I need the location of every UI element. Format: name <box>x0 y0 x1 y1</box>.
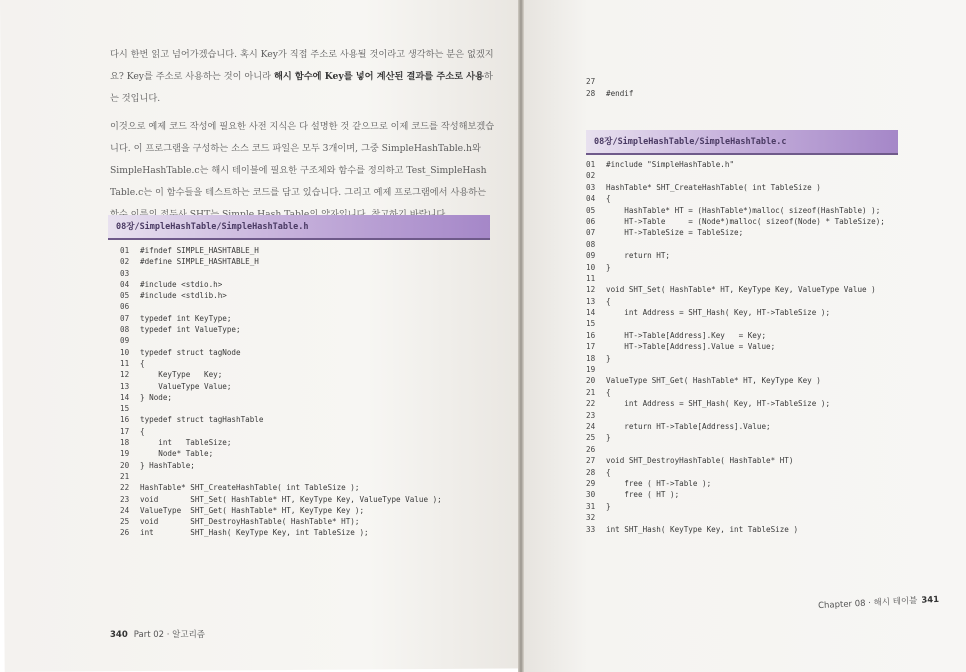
code-text: int TableSize; <box>140 438 232 448</box>
line-number: 27 <box>586 456 596 466</box>
line-number: 01 <box>586 160 596 169</box>
paragraph-2: 이것으로 예제 코드 작성에 필요한 사전 지식은 다 설명한 것 같으므로 이제 코드를 작성해보겠습니다. 이 프로그램을 구성하는 소스 코드 파일은 모두 3개이며, 그중 SimpleHashTable.h와 SimpleHashTable.c는 해시 테이블에 필요한 구조체와 함수를 정의하고 Test_SimpleHash Table.c는 이 함수들을 테스트하는 코드를 담고 있습니다. 그리고 예제 프로그램에서 사용하는 <box>110 121 495 198</box>
code-text: free ( HT->Table ); <box>606 478 712 488</box>
code-line <box>586 76 633 88</box>
line-number: 03 <box>586 182 596 192</box>
code-line <box>586 512 885 523</box>
line-number: 01 <box>120 246 130 255</box>
code-line <box>586 193 885 204</box>
code-text: { <box>606 296 611 306</box>
code-text: typedef struct tagNode <box>140 347 241 357</box>
code-text: #endif <box>606 89 634 98</box>
code-text: } <box>606 501 611 511</box>
line-number: 08 <box>120 325 130 335</box>
code-line <box>586 296 885 307</box>
line-number: 25 <box>586 433 596 443</box>
line-number: 26 <box>586 444 596 454</box>
code-line <box>586 489 885 500</box>
line-number: 11 <box>120 358 130 368</box>
code-text: ValueType SHT_Get( HashTable* HT, KeyType Key ) <box>606 376 821 386</box>
code-line <box>586 182 885 193</box>
line-number: 31 <box>586 501 596 511</box>
line-number: 03 <box>120 268 130 278</box>
code-line <box>586 478 885 489</box>
line-number: 10 <box>120 347 130 357</box>
code-text: int Address = SHT_Hash( Key, HT->TableSize ); <box>606 308 831 318</box>
paragraph-1-text-b: 하는 것입니다. <box>110 71 493 104</box>
code-text: void SHT_Set( HashTable* HT, KeyType Key, ValueType Value ); <box>140 494 442 504</box>
code-text: #include <stdlib.h> <box>140 291 227 301</box>
line-number: 22 <box>586 399 596 409</box>
code-line <box>586 216 885 227</box>
line-number: 27 <box>586 77 596 86</box>
code-line <box>120 426 442 437</box>
code-line <box>120 324 442 335</box>
code-line <box>586 353 885 364</box>
line-number: 02 <box>120 257 130 267</box>
line-number: 18 <box>120 438 130 448</box>
code-text: { <box>140 358 145 368</box>
line-number: 14 <box>120 392 130 402</box>
code-line <box>586 341 885 352</box>
left-page-running-title: Part 02 · 알고리즘 <box>133 630 205 640</box>
code-text: int SHT_Hash( KeyType Key, int TableSize ); <box>140 528 369 538</box>
code-line <box>120 381 442 392</box>
code-text: ValueType Value; <box>140 381 232 391</box>
line-number: 05 <box>120 291 130 301</box>
code-listing-c-file <box>586 159 885 535</box>
code-line <box>586 364 885 375</box>
line-number: 08 <box>586 239 596 249</box>
code-text: typedef int KeyType; <box>140 313 232 323</box>
code-line <box>120 437 442 448</box>
code-text: void SHT_DestroyHashTable( HashTable* HT); <box>140 517 360 527</box>
code-text: free ( HT ); <box>606 490 680 500</box>
line-number: 21 <box>120 471 130 481</box>
code-line <box>120 245 442 256</box>
code-line <box>120 256 442 267</box>
code-text: typedef struct tagHashTable <box>140 415 264 425</box>
line-number: 20 <box>120 460 130 470</box>
line-number: 22 <box>120 483 130 493</box>
line-number: 06 <box>120 302 130 312</box>
code-text: Node* Table; <box>140 449 214 459</box>
code-text: typedef int ValueType; <box>140 325 241 335</box>
code-line <box>120 516 442 527</box>
line-number: 16 <box>120 415 130 425</box>
code-line <box>586 432 885 443</box>
line-number: 33 <box>586 524 596 534</box>
code-text: HT->Table[Address].Value = Value; <box>606 342 776 352</box>
code-line <box>586 467 885 478</box>
body-text <box>110 44 495 226</box>
code-line <box>120 268 442 279</box>
code-line <box>120 335 442 346</box>
code-line <box>120 460 442 471</box>
code-line <box>586 262 885 273</box>
code-text: int Address = SHT_Hash( Key, HT->TableSize ); <box>606 399 831 409</box>
code-line <box>586 524 885 535</box>
code-text: { <box>606 194 611 204</box>
code-text: #include "SimpleHashTable.h" <box>606 160 735 169</box>
code-text: HashTable* SHT_CreateHashTable( int TableSize ); <box>140 483 360 493</box>
code-line <box>586 307 885 318</box>
line-number: 23 <box>586 410 596 420</box>
code-text: ValueType SHT_Get( HashTable* HT, KeyType Key ); <box>140 505 365 515</box>
line-number: 15 <box>120 404 130 414</box>
code-listing-h-file <box>120 245 442 539</box>
code-text: #ifndef SIMPLE_HASHTABLE_H <box>140 246 259 255</box>
line-number: 24 <box>120 505 130 515</box>
line-number: 28 <box>586 89 596 98</box>
code-line <box>586 88 633 100</box>
line-number: 29 <box>586 478 596 488</box>
code-line <box>586 239 885 250</box>
code-line <box>120 313 442 324</box>
code-line <box>120 414 442 425</box>
code-line <box>586 387 885 398</box>
line-number: 17 <box>586 342 596 352</box>
code-header-c-file: 08장/SimpleHashTable/SimpleHashTable.c <box>586 130 898 155</box>
line-number: 19 <box>586 365 596 375</box>
code-line <box>120 494 442 505</box>
code-text: int SHT_Hash( KeyType Key, int TableSize ) <box>606 524 799 534</box>
paragraph-1-emphasis: 해시 함수에 Key를 넣어 계산된 결과를 주소로 사용 <box>273 71 484 82</box>
line-number: 13 <box>120 381 130 391</box>
code-line <box>586 410 885 421</box>
code-text: { <box>140 426 145 436</box>
line-number: 02 <box>586 171 596 181</box>
line-number: 04 <box>120 279 130 289</box>
code-text: void SHT_DestroyHashTable( HashTable* HT) <box>606 456 794 466</box>
line-number: 26 <box>120 528 130 538</box>
left-page-footer <box>110 628 205 640</box>
code-line <box>120 527 442 538</box>
code-text: void SHT_Set( HashTable* HT, KeyType Key, ValueType Value ) <box>606 285 876 295</box>
line-number: 28 <box>586 467 596 477</box>
code-text: } Node; <box>140 392 173 402</box>
line-number: 07 <box>586 228 596 238</box>
code-line <box>120 279 442 290</box>
code-line <box>586 330 885 341</box>
code-line <box>586 444 885 455</box>
code-text: } HashTable; <box>140 460 195 470</box>
line-number: 24 <box>586 421 596 431</box>
line-number: 13 <box>586 296 596 306</box>
code-line <box>120 448 442 459</box>
code-text: HT->Table[Address].Key = Key; <box>606 330 767 340</box>
code-text: } <box>606 433 611 443</box>
line-number: 15 <box>586 319 596 329</box>
line-number: 30 <box>586 490 596 500</box>
line-number: 18 <box>586 353 596 363</box>
code-text: } <box>606 262 611 272</box>
paragraph-1-text-a: 다시 한번 읽고 넘어가겠습니다. 혹시 Key가 직접 주소로 사용될 것이라고 생각하는 분은 없겠지요? Key를 주소로 사용하는 것이 아니라 <box>110 49 494 82</box>
code-line <box>120 471 442 482</box>
code-line <box>120 392 442 403</box>
code-line <box>586 398 885 409</box>
right-page-number: 341 <box>921 594 940 606</box>
code-text: HashTable* SHT_CreateHashTable( int TableSize ) <box>606 182 821 192</box>
left-page-number: 340 <box>110 630 128 640</box>
line-number: 17 <box>120 426 130 436</box>
code-header-h-file: 08장/SimpleHashTable/SimpleHashTable.h <box>108 215 490 240</box>
code-line <box>586 455 885 466</box>
book-gutter <box>518 0 524 672</box>
code-line <box>120 347 442 358</box>
line-number: 12 <box>586 285 596 295</box>
code-line <box>586 250 885 261</box>
code-listing-h-file-continued <box>586 76 633 100</box>
line-number: 11 <box>586 273 596 283</box>
line-number: 04 <box>586 194 596 204</box>
code-line <box>120 369 442 380</box>
code-text: #define SIMPLE_HASHTABLE_H <box>140 257 259 267</box>
line-number: 19 <box>120 449 130 459</box>
paragraph-1 <box>110 44 495 110</box>
line-number: 16 <box>586 330 596 340</box>
line-number: 14 <box>586 308 596 318</box>
line-number: 21 <box>586 387 596 397</box>
code-line <box>120 358 442 369</box>
code-line <box>586 205 885 216</box>
line-number: 12 <box>120 370 130 380</box>
line-number: 07 <box>120 313 130 323</box>
line-number: 20 <box>586 376 596 386</box>
code-line <box>586 501 885 512</box>
line-number: 09 <box>120 336 130 346</box>
code-line <box>120 482 442 493</box>
code-text: { <box>606 467 611 477</box>
code-text: } <box>606 353 611 363</box>
code-line <box>586 159 885 170</box>
code-line <box>120 301 442 312</box>
code-line <box>586 273 885 284</box>
code-line <box>120 403 442 414</box>
code-text: return HT->Table[Address].Value; <box>606 421 771 431</box>
line-number: 10 <box>586 262 596 272</box>
line-number: 09 <box>586 251 596 261</box>
code-text: HashTable* HT = (HashTable*)malloc( sizeof(HashTable) ); <box>606 205 881 215</box>
code-text: { <box>606 387 611 397</box>
right-page-running-title: Chapter 08 · 해시 테이블 <box>817 595 918 612</box>
code-line <box>120 505 442 516</box>
code-line <box>586 227 885 238</box>
code-text: HT->Table = (Node*)malloc( sizeof(Node) * TableSize); <box>606 216 885 226</box>
code-text: KeyType Key; <box>140 370 223 380</box>
line-number: 05 <box>586 205 596 215</box>
line-number: 32 <box>586 513 596 523</box>
code-line <box>120 290 442 301</box>
line-number: 06 <box>586 216 596 226</box>
code-text: HT->TableSize = TableSize; <box>606 228 744 238</box>
code-line <box>586 421 885 432</box>
code-line <box>586 284 885 295</box>
code-line <box>586 318 885 329</box>
code-line <box>586 375 885 386</box>
code-line <box>586 170 885 181</box>
code-text: #include <stdio.h> <box>140 279 223 289</box>
code-text: return HT; <box>606 251 671 261</box>
line-number: 25 <box>120 517 130 527</box>
line-number: 23 <box>120 494 130 504</box>
